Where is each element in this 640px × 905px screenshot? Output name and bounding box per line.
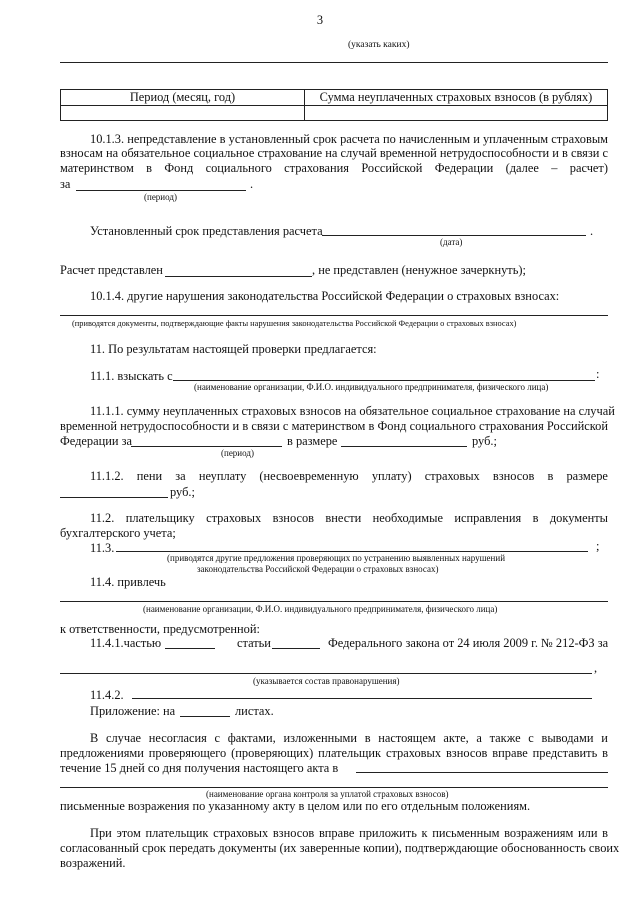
p1141-offense-line[interactable] [60,673,592,674]
p1111-amount-line[interactable] [341,446,467,447]
deadline-dot: . [590,224,594,238]
p1111-rub: руб.; [472,434,497,448]
p1141-article: статьи [237,636,271,650]
p1014-hint: (приводятся документы, подтверждающие факты нарушения законодательства Российской Федерации о страховых взносах) [72,319,517,328]
p1014-text: 10.1.4. другие нарушения законодательства Российской Федерации о страховых взносах: [90,289,560,303]
p114-line[interactable] [60,601,608,602]
p113-hint1: (приводятся другие предложения проверяющих по устранению выявленных нарушений [167,553,506,563]
p112-line1: 11.2. плательщику страховых взносов внести необходимые исправления в документы [90,511,608,525]
table-cell-period[interactable] [61,106,305,121]
p1111-line2: временной нетрудоспособности и в связи с материнством в Фонд социального страхования Российской [60,419,608,433]
p111-hint: (наименование организации, Ф.И.О. индивидуального предпринимателя, физического лица) [194,382,549,392]
p1142-label: 11.4.2. [90,688,124,702]
p1141-law: Федерального закона от 24 июля 2009 г. № 212-ФЗ за [328,636,609,650]
p113-label: 11.3. [90,541,115,555]
submitted-line[interactable] [165,276,312,277]
p113-line[interactable] [116,551,588,552]
arrears-table [60,89,608,121]
p1141-part-line[interactable] [165,648,215,649]
submitted-tail: , не представлен (ненужное зачеркнуть); [312,263,526,277]
p112-line2: бухгалтерского учета; [60,526,176,540]
disagree-line3: течение 15 дней со дня получения настоящего акта в [60,761,339,775]
p1013-dot: . [250,177,254,191]
p113-hint2: законодательства Российской Федерации о страховых взносах) [197,564,439,574]
p1112-rub: руб.; [170,485,195,499]
attachment-label: Приложение: на [90,704,176,718]
p1111-line1: 11.1.1. сумму неуплаченных страховых взносов на обязательное социальное страхование на случай [90,404,615,418]
table-header-period: Период (месяц, год) [61,90,305,106]
submitted-label: Расчет представлен [60,263,163,277]
p1141-hint: (указывается состав правонарушения) [253,676,400,686]
p1013-line2: взносам на обязательное социальное страхование на случай временной нетрудоспособности и в связи с [60,146,608,160]
p114-label: 11.4. привлечь [90,575,166,589]
p1013-period-line[interactable] [76,190,246,191]
p1141-article-line[interactable] [272,648,320,649]
p1112-line1: 11.1.2. пени за неуплату (несвоевременную уплату) страховых взносов в размере [90,469,608,483]
deadline-hint: (дата) [440,237,463,247]
p1013-period-hint: (период) [144,192,177,202]
final-line1: При этом плательщик страховых взносов вправе приложить к письменным возражениям или в [90,826,608,840]
final-line2: согласованный срок передать документы (их заверенные копии), подтверждающие обоснованность своих [60,841,620,855]
attachment-sheets: листах. [235,704,274,718]
p1013-line1: 10.1.3. непредставление в установленный срок расчета по начисленным и уплаченным страховым [90,132,608,146]
disagree-line4: письменные возражения по указанному акту в целом или по его отдельным положениям. [60,799,531,813]
p1141-label: 11.4.1.частью [90,636,162,650]
p114-resp: к ответственности, предусмотренной: [60,622,260,636]
p111-line[interactable] [173,380,595,381]
p111-colon: : [596,367,600,381]
p11-text: 11. По результатам настоящей проверки предлагается: [90,342,377,356]
deadline-label: Установленный срок представления расчета [90,224,323,238]
attachment-count-line[interactable] [180,716,230,717]
p1111-size: в размере [287,434,338,448]
deadline-line[interactable] [322,235,586,236]
p1014-line[interactable] [60,315,608,316]
p113-semicolon: ; [596,539,600,553]
top-hint: (указать каких) [348,40,410,50]
final-line3: возражений. [60,856,126,870]
p1112-amount-line[interactable] [60,497,168,498]
disagree-line2: предложениями проверяющего (проверяющих) плательщик страховых взносов вправе представить в [60,746,608,760]
p114-hint: (наименование организации, Ф.И.О. индивидуального предпринимателя, физического лица) [143,604,498,614]
control-body-line[interactable] [60,787,608,788]
disagree-line3-fill[interactable] [356,772,608,773]
p111-label: 11.1. взыскать с [90,369,173,383]
table-header-sum: Сумма неуплаченных страховых взносов (в рублях) [305,90,608,106]
p1111-period-line[interactable] [131,446,282,447]
p1142-line[interactable] [132,698,592,699]
p1013-za: за [60,177,71,191]
disagree-line1: В случае несогласия с фактами, изложенными в настоящем акте, а также с выводами и [90,731,608,745]
top-fill-line [60,62,608,63]
control-body-hint: (наименование органа контроля за уплатой страховых взносов) [206,789,449,799]
p1111-za: Федерации за [60,434,133,448]
p1141-comma: , [594,661,598,675]
table-cell-sum[interactable] [305,106,608,121]
p1013-line3: материнством в Фонд социального страхования Российской Федерации (далее – расчет) [60,161,608,175]
p1111-period-hint: (период) [221,448,254,458]
page-number: 3 [316,13,324,27]
